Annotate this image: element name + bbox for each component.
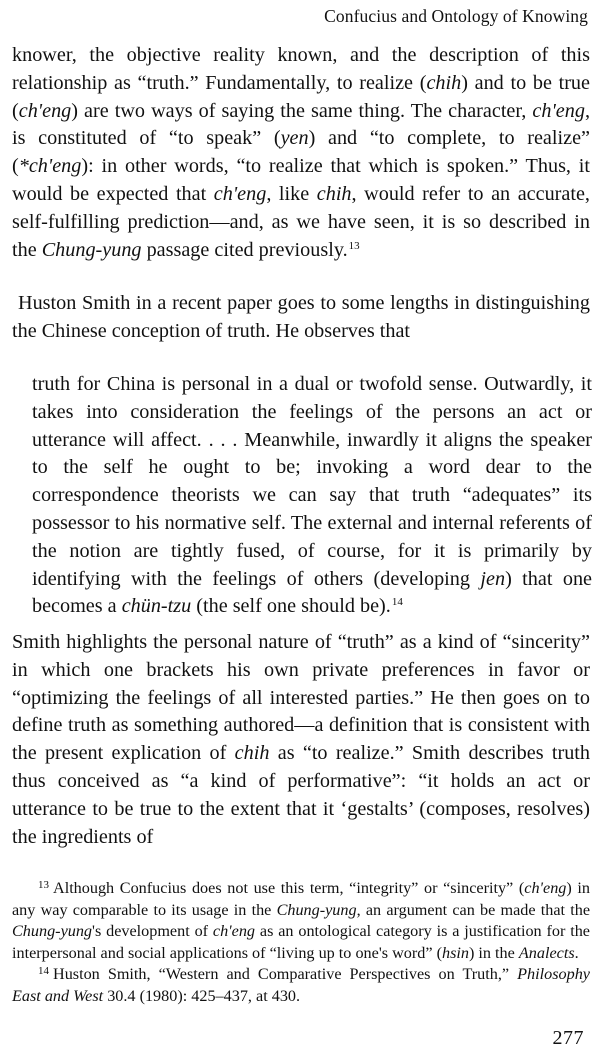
body-paragraph [12,42,590,264]
italic-term: ch'eng [18,99,72,122]
note-reference: 14 [391,596,403,609]
text-run: ) and to be true ( [12,71,590,122]
italic-term: hsin [441,943,469,962]
text-run: . [574,943,579,962]
running-head: Confucius and Ontology of Knowing [324,6,588,26]
text-run: , is constituted of “to speak” ( [12,99,590,150]
italic-term: ch'eng [213,182,267,205]
text-run: ) in the [468,943,519,962]
text-run: ): in other words, “to realize that which is spoken.” Thus, it would be expected that [12,155,590,205]
text-run: ) and “to complete, to realize” ( [12,127,590,178]
italic-term: Chung-yung [41,238,142,261]
text-run: Smith highlights the personal nature of “truth” as a kind of “sincerity” in which one brackets his own private preferences in favor or “optimizing the feelings of all interested parties.” He then goes on to define truth as something authored—a definition that is consistent with the present explication of [12,631,590,765]
block-quote [32,371,592,621]
italic-term: jen [480,567,506,590]
footnote-marker: 13 [38,879,49,891]
text-run: Huston Smith in a recent paper goes to some lengths in distinguishing the Chinese conception of truth. He observes that [12,292,590,342]
text-run: as an ontological category is a justification for the interpersonal and social applications of “living up to one's word” ( [12,922,590,962]
text-run: as “to realize.” Smith describes truth thus conceived as “a kind of performative”: “it holds an act or utterance to be true to the extent that it ‘gestalts’ (composes, resolves) the ingredients of [12,742,590,848]
text-run: passage cited previously. [141,238,348,261]
italic-term: chün-tzu [121,595,192,618]
italic-term: Chung-yung [276,900,357,919]
footnote-marker: 14 [38,965,49,978]
italic-term: Analects [518,943,575,962]
italic-term: Philosophy East and West [12,965,590,1005]
italic-term: chih [234,742,270,765]
italic-term: *ch'eng [18,155,82,178]
footnote [12,964,590,1007]
italic-term: chih [316,182,352,205]
text-run: 30.4 (1980): 425–437, at 430. [103,986,301,1005]
footnotes [12,878,590,1008]
footnote-text [12,879,590,962]
text-run: knower, the objective reality known, and the description of this relationship as “truth.” Fundamentally, to realize ( [12,44,590,94]
page-number: 277 [552,1027,584,1049]
text-run: Although Confucius does not use this term, “integrity” or “sincerity” ( [53,879,525,897]
note-reference: 13 [348,239,360,252]
italic-term: ch'eng [524,879,567,897]
footnote [12,878,590,964]
body-paragraph [12,290,590,346]
text-run: , an argument can be made that the [356,900,591,919]
italic-term: ch'eng [212,922,256,941]
italic-term: chih [426,71,462,94]
text-run: Huston Smith, “Western and Comparative Perspectives on Truth,” [53,965,518,984]
italic-term: yen [280,127,309,150]
footnote-text [12,965,590,1005]
text-run: (the self one should be). [191,595,391,618]
text-run: ) in any way comparable to its usage in the [12,879,591,919]
text-run: truth for China is personal in a dual or twofold sense. Outwardly, it takes into consideration the feelings of the persons an act or utterance will affect. . . . Meanwhile, inwardly it aligns the speaker to the self he ought to be; invoking a word dear to the correspondence theorists we can say that truth “adequates” its possessor to his normative self. The external and internal referents of the notion are tightly fused, of course, for it is primarily by identifying with the feelings of others (developing [32,373,592,590]
text-run: 's development of [92,922,213,941]
text-run: , like [266,182,317,205]
body-paragraph [12,629,590,851]
text-run: ) are two ways of saying the same thing. The character, [71,99,533,122]
italic-term: ch'eng [532,99,585,122]
text-run: , would refer to an accurate, self-fulfilling prediction—and, as we have seen, it is so described in the [12,182,590,261]
italic-term: Chung-yung [12,922,93,941]
text-run: ) that one becomes a [32,567,592,618]
